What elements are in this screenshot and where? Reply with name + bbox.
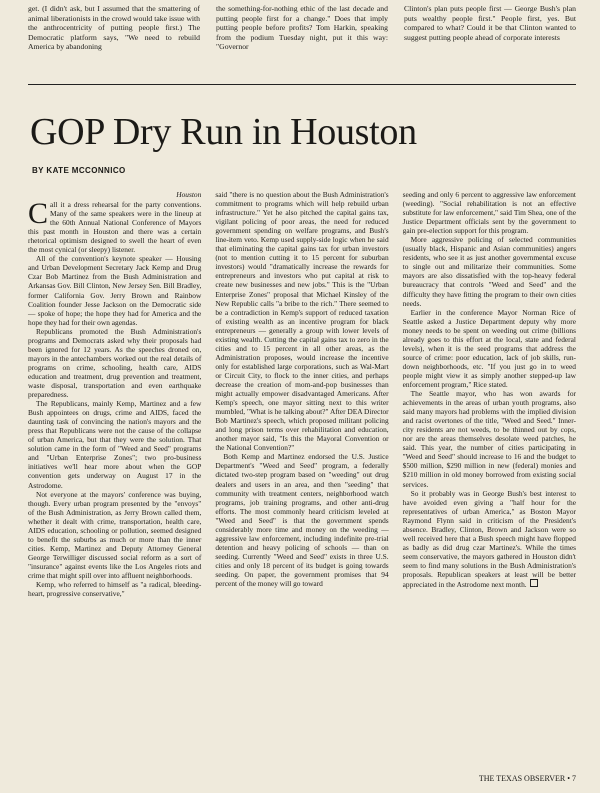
paragraph: Both Kemp and Martinez endorsed the U.S. Justice Department's "Weed and Seed" program, a federally dictated two-step program based on "weeding" out drug dealers and users in an area, and then "seeding" that community with treatment centers, neighborhood watch programs, job training programs, and other anti-drug efforts. The most commonly heard criticism leveled at "Weed and Seed" is that the government spends considerably more time and money on the weeding — aggressive law enforcement, including indefinite pre-trial detention and heavy policing of schools — than on seeding. Currently "Weed and Seed" exists in three U.S. cities and only 18 percent of its budget is going towards seeding. On paper, the government promises that 94 percent of the money will go toward [215, 452, 389, 589]
paragraph: Republicans promoted the Bush Administration's programs and Democrats asked why their proposals had been ignored for 12 years. As the speeches droned on, mayors in the antechambers worked out the real details of programs on crime, schooling, health care, AIDS education and treatment, drug prevention and treatment, waste disposal, transportation and even earthquake preparedness. [28, 326, 202, 400]
article-byline: BY KATE MCCONNICO [32, 166, 126, 175]
paragraph: More aggressive policing of selected communities (usually black, Hispanic and Asian communities) angers residents, who see it as just another governmental excuse to single out and militarize their communities. Some mayors are also dissatisfied with the top-heavy federal bureaucracy that controls "Weed and Seed" and the difficulty they have fitting the program to their own cities needs. [402, 235, 576, 308]
paragraph: Earlier in the conference Mayor Norman Rice of Seattle asked a Justice Department deputy why more money needs to be spent on weeding out crime (billions already goes to this effort at the local, state and federal levels), when it is the seed programs that address the source of crime: poor education, lack of job skills, run-down neighborhoods, etc. "If you just go in to weed people might view it as simply another stepped-up law enforcement program," Rice stated. [402, 307, 576, 389]
paragraph: Kemp, who referred to himself as "a radical, bleeding-heart, progressive conservative," [28, 580, 202, 599]
end-of-article-mark [530, 579, 538, 587]
article-column-3 [403, 190, 576, 770]
section-divider [28, 84, 576, 85]
paragraph: The Seattle mayor, who has won awards for achievements in the areas of urban youth programs, also said many mayors had problems with the implied division and racist overtones of the title, "Weed and Seed." Inner-city residents are not weeds, to be thinned out by cops, nor are the areas themselves desolate weed patches, he said. This year, the number of cities participating in "Weed and Seed" should increase to 16 and the budget to $500 million, $290 million in new (federal) monies and $210 million in old money borrowed from existing social services. [402, 389, 576, 489]
paragraph: So it probably was in George Bush's best interest to have avoided even giving a "half hour for the representatives of urban America," as Boston Mayor Raymond Flynn said in criticism of the President's absence. Bradley, Clinton, Brown and Jackson were so well received here that a Bush speech might have flopped as badly as did drug czar Martinez's. While the times seem conservative, the mayors gathered in Houston didn't seem to find many solutions in the Bush Administration's proposals. Republican speakers at least will be better appreciated in the Astrodome next month. [402, 488, 576, 590]
previous-article-continuation [28, 4, 576, 52]
article-headline: GOP Dry Run in Houston [30, 111, 417, 153]
paragraph: Not everyone at the mayors' conference was buying, though. Every urban program presented by the "envoys" of the Bush Administration, as Jerry Brown called them, whether it dealt with crime, transportation, health care, AIDS education, schooling or pollution, seemed designed to benefit the suburbs as much or more than the inner cities. Kemp, Martinez and Deputy Attorney General George Terwilliger discussed social reform as a sort of "insurance" against events like the Los Angeles riots and crime that might spill over into affluent neighborhoods. [28, 489, 202, 580]
drop-cap: C [28, 197, 49, 231]
paragraph: seeding and only 6 percent to aggressive law enforcement (weeding). "Social rehabilitation is not an effective substitute for law enforcement," said Tim Shea, one of the Justice Department officials sent by the government to gain pre-election support for this program. [402, 190, 576, 236]
paragraph: The Republicans, mainly Kemp, Martinez and a few Bush appointees on drugs, crime and AIDS, faced the daunting task of convincing the nation's mayors and the press that Republicans were not the cause of the collapse of urban America, but that they were the solution. That solution came in the form of "Weed and Seed" programs and "Urban Enterprise Zones"; two pro-business initiatives we'll hear more about when the GOP convention gets underway on August 17 in the Astrodome. [28, 399, 202, 490]
top-column-2: the something-for-nothing ethic of the last decade and putting people first for a change." Does that imply putting people before profits? Tom Harkin, speaking from the podium Tuesday night, put it this way: "Governor [216, 4, 388, 52]
top-column-1: get. (I didn't ask, but I assumed that the smattering of animal liberationists in the crowd would take issue with the anthrocentricity of putting people first.) The Democratic platform says, "We need to rebuild America by abandoning [28, 4, 200, 52]
dateline: Houston [176, 190, 202, 199]
top-column-3: Clinton's plan puts people first — George Bush's plan puts wealthy people first." People first, yes. But compared to what? Could it be that Clinton wanted to suggest putting people ahead of corporate interests [404, 4, 576, 42]
article-column-1 [28, 190, 201, 770]
paragraph: All of the convention's keynote speaker — Housing and Urban Development Secretary Jack Kemp and Drug Czar Bob Martinez from the Bush Administration and Arkansas Gov. Bill Clinton, New Jersey Sen. Bill Bradley, former California Gov. Jerry Brown and Rainbow Coalition founder Jesse Jackson on the Democratic side — spoke of hope; the hope they had for America and the hope they had for their own agendas. [28, 254, 202, 327]
article-column-2 [215, 190, 388, 770]
page-footer: THE TEXAS OBSERVER • 7 [478, 774, 576, 783]
article-body [28, 190, 576, 770]
paragraph: Call it a dress rehearsal for the party conventions. Many of the same speakers were in the lineup at the 60th Annual National Conference of Mayors this past month in Houston and there was a certain rhetorical optimism designed to swell the heart of even the most cynical (or sleepy) listener. [28, 197, 202, 255]
paragraph: said "there is no question about the Bush Administration's commitment to programs which will help rebuild urban infrastructure." Yet he also pitched the capital gains tax, vigilant policing of poor areas, the need for reduced government spending on welfare programs, and Bush's line-item veto. Kemp used supply-side logic when he said that eliminating the capital gains tax for urban investors (not to mention cutting it to 15 percent for suburban investors) would "dramatically increase the rewards for entrepreneurs and investors who put capital at risk to create new businesses and new jobs." This is the "Urban Enterprise Zones" proposal that Michael Kinsley of the New Republic calls "a bribe to the rich." There seemed to be a contradiction in Kemp's support of reduced taxation of existing wealth as an incentive program for black entrepreneurs — generally a group with lower levels of existing wealth. Cutting the capital gains tax to zero in the cities and to 15 percent in all other areas, as the Administration proposes, would increase the incentive only for established large corporations, such as Wal-Mart or Circuit City, to flock to the inner cities, and perhaps decrease the creation of mom-and-pop businesses than might actually empower disadvantaged Americans. After Kemp's speech, one mayor sitting next to this writer mumbled, "What is he talking about?" After DEA Director Bob Martinez's speech, which proposed militant policing and long prison terms over rehabilitation and education, another mayor said, "Is this the Mayoral Convention or the National Convention?" [215, 190, 389, 453]
